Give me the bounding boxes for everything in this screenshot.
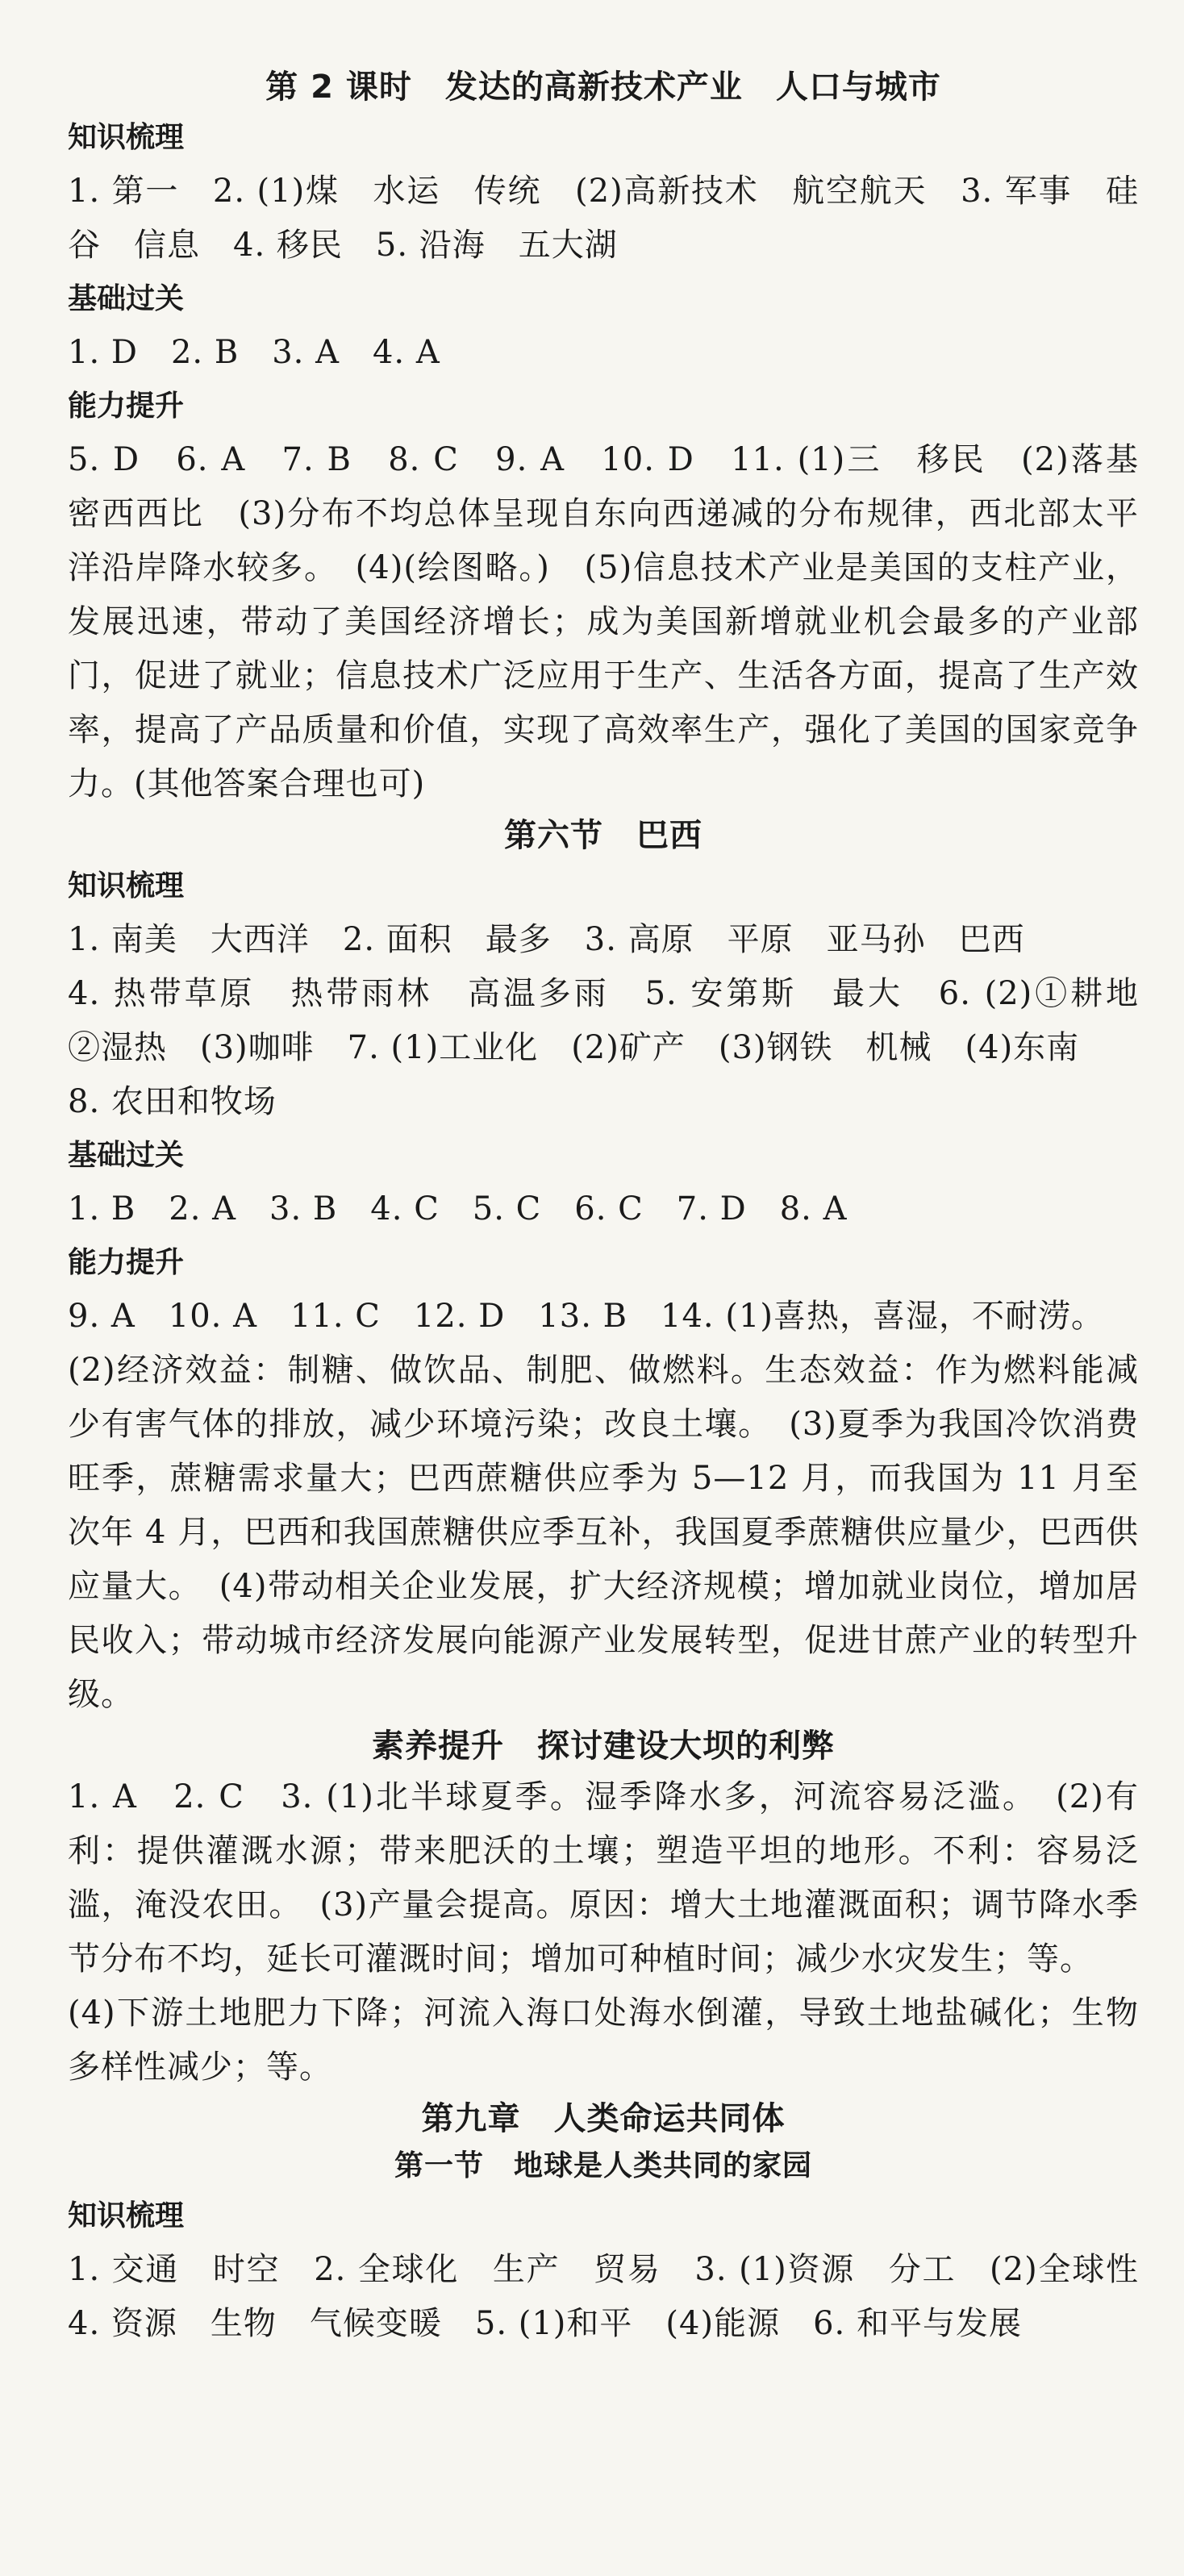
chapter-title: 第九章 人类命运共同体: [421, 2100, 786, 2137]
subsection-heading: 能力提升: [68, 1246, 185, 1279]
subsection-heading: 基础过关: [68, 282, 185, 315]
answer-paragraph: 1. 第一 2. (1)煤 水运 传统 (2)高新技术 航空航天 3. 军事 硅谷 信息 4. 移民 5. 沿海 五大湖: [68, 173, 1139, 264]
section-title: 第一节 地球是人类共同的家园: [394, 2149, 812, 2182]
subsection-heading: 基础过关: [68, 1139, 185, 1172]
subsection-heading: 能力提升: [68, 390, 185, 423]
subsection-heading: 知识梳理: [68, 869, 185, 902]
answer-paragraph: 1. A 2. C 3. (1)北半球夏季。湿季降水多，河流容易泛滥。 (2)有利：提供灌溉水源；带来肥沃的土壤；塑造平坦的地形。不利：容易泛滥，淹没农田。 (3)产量会提高。原因：增大土地灌溉面积；调节降水季节分布不均，延长可灌溉时间；增加可种植时间；减少水灾发生；等。: [68, 1778, 1139, 1978]
answer-paragraph: (2)经济效益：制糖、做饮品、制肥、做燃料。生态效益：作为燃料能减少有害气体的排放，减少环境污染；改良土壤。 (3)夏季为我国冷饮消费旺季，蔗糖需求量大；巴西蔗糖供应季为 5—12 月，而我国为 11 月至次年 4 月，巴西和我国蔗糖供应季互补，我国夏季蔗糖供应量少，巴西供应量大。 (4)带动相关企业发展，扩大经济规模；增加就业岗位，增加居民收入；带动城市经济发展向能源产业发展转型，促进甘蔗产业的转型升级。: [68, 1352, 1139, 1713]
answer-paragraph: 4. 热带草原 热带雨林 高温多雨 5. 安第斯 最大 6. (2)①耕地 ②湿热 (3)咖啡 7. (1)工业化 (2)矿产 (3)钢铁 机械 (4)东南: [68, 975, 1172, 1066]
section-title: 素养提升 探讨建设大坝的利弊: [372, 1728, 835, 1765]
answer-paragraph: (4)下游土地肥力下降；河流入海口处海水倒灌，导致土地盐碱化；生物多样性减少；等。: [68, 1995, 1139, 2086]
answer-paragraph: 5. D 6. A 7. B 8. C 9. A 10. D 11. (1)三 移民 (2)落基 密西西比 (3)分布不均总体呈现自东向西递减的分布规律，西北部太平洋沿岸降水较多。 (4)(绘图略。) (5)信息技术产业是美国的支柱产业，发展迅速，带动了美国经济增长；成为美国新增就业机会最多的产业部门，促进了就业；信息技术广泛应用于生产、生活各方面，提高了生产效率，提高了产品质量和价值，实现了高效率生产，强化了美国的国家竞争力。(其他答案合理也可): [68, 441, 1172, 802]
subsection-heading: 知识梳理: [68, 2199, 185, 2232]
answer-paragraph: 8. 农田和牧场: [68, 1083, 277, 1120]
answer-paragraph: 1. 南美 大西洋 2. 面积 最多 3. 高原 平原 亚马孙 巴西: [68, 921, 1025, 958]
section-title: 第六节 巴西: [504, 817, 702, 854]
subsection-heading: 知识梳理: [68, 121, 185, 154]
answer-paragraph: 9. A 10. A 11. C 12. D 13. B 14. (1)喜热，喜湿，不耐涝。: [68, 1298, 1105, 1335]
answer-paragraph: 1. D 2. B 3. A 4. A: [68, 334, 440, 371]
section-title: 第 2 课时 发达的高新技术产业 人口与城市: [265, 69, 941, 106]
answer-paragraph: 1. 交通 时空 2. 全球化 生产 贸易 3. (1)资源 分工 (2)全球性 4. 资源 生物 气候变暖 5. (1)和平 (4)能源 6. 和平与发展: [68, 2251, 1172, 2342]
answer-paragraph: 1. B 2. A 3. B 4. C 5. C 6. C 7. D 8. A: [68, 1190, 848, 1228]
